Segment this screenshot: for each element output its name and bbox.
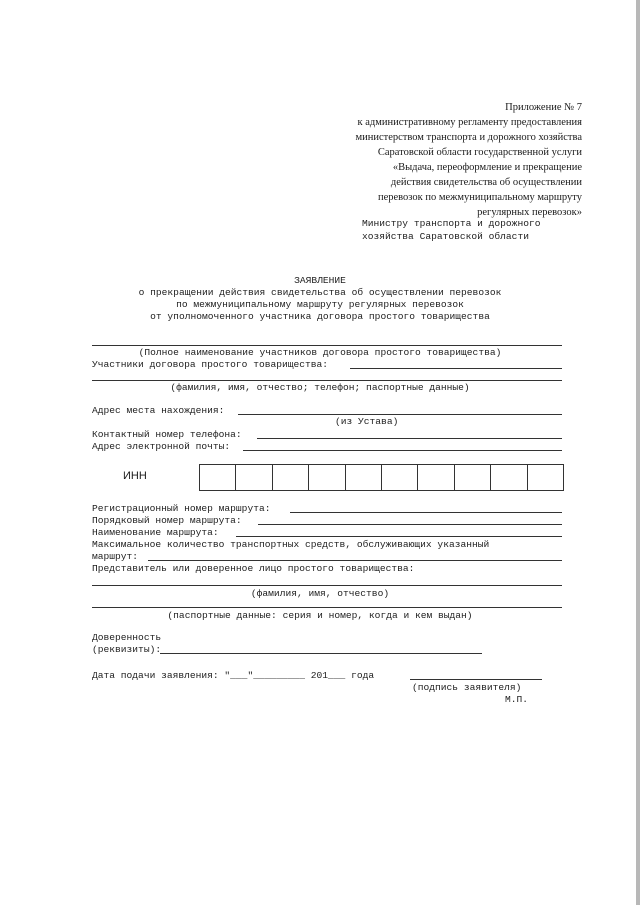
stamp-label: М.П.: [505, 694, 529, 705]
route-reg-label: Регистрационный номер маршрута:: [92, 503, 271, 514]
inn-cell[interactable]: [309, 465, 345, 490]
document-title: ЗАЯВЛЕНИЕ: [294, 275, 346, 286]
max-vehicles-label-2: маршрут:: [92, 551, 139, 562]
email-field[interactable]: [243, 450, 562, 451]
poa-label-2: (реквизиты):: [92, 644, 162, 655]
participants-field[interactable]: [350, 368, 562, 369]
hint-fio: (фамилия, имя, отчество): [250, 588, 390, 599]
date-label: Дата подачи заявления: "___"_________ 201___ года: [92, 670, 375, 681]
address-field[interactable]: [238, 414, 562, 415]
appendix-line: «Выдача, переоформление и прекращение: [392, 162, 582, 173]
hint-passport: (паспортные данные: серия и номер, когда и кем выдан): [167, 610, 473, 621]
inn-cell[interactable]: [346, 465, 382, 490]
participants-label: Участники договора простого товарищества:: [92, 359, 329, 370]
signature-hint: (подпись заявителя): [412, 682, 522, 693]
appendix-line: перевозок по межмуниципальному маршруту: [377, 192, 582, 203]
title-line: от уполномоченного участника договора простого товарищества: [150, 311, 490, 322]
poa-label: Доверенность: [92, 632, 162, 643]
title-line: о прекращении действия свидетельства об осуществлении перевозок: [138, 287, 502, 298]
inn-cell[interactable]: [200, 465, 236, 490]
inn-cell[interactable]: [382, 465, 418, 490]
inn-input[interactable]: [199, 464, 564, 491]
max-vehicles-field[interactable]: [148, 560, 562, 561]
addressee-line: Министру транспорта и дорожного: [362, 218, 541, 229]
scan-edge: [636, 0, 640, 905]
poa-field[interactable]: [160, 653, 482, 654]
inn-cell[interactable]: [455, 465, 491, 490]
phone-label: Контактный номер телефона:: [92, 429, 242, 440]
addressee-line: хозяйства Саратовской области: [362, 231, 529, 242]
participants-field-2[interactable]: [92, 380, 562, 381]
representative-label: Представитель или доверенное лицо простого товарищества:: [92, 563, 415, 574]
inn-cell[interactable]: [418, 465, 454, 490]
appendix-line: Саратовской области государственной услуги: [377, 147, 582, 158]
appendix-line: министерством транспорта и дорожного хозяйства: [355, 132, 582, 143]
appendix-line: регулярных перевозок»: [477, 207, 582, 218]
email-label: Адрес электронной почты:: [92, 441, 231, 452]
representative-field[interactable]: [92, 585, 562, 586]
hint-charter: (из Устава): [335, 416, 399, 427]
route-reg-field[interactable]: [290, 512, 562, 513]
hint-full-name: (Полное наименование участников договора простого товарищества): [138, 347, 502, 358]
inn-cell[interactable]: [528, 465, 563, 490]
appendix-line: к административному регламенту предоставления: [357, 117, 582, 128]
appendix-line: Приложение № 7: [505, 102, 582, 113]
max-vehicles-label: Максимальное количество транспортных средств, обслуживающих указанный: [92, 539, 490, 550]
inn-cell[interactable]: [236, 465, 272, 490]
title-line: по межмуниципальному маршруту регулярных перевозок: [176, 299, 464, 310]
inn-cell[interactable]: [491, 465, 527, 490]
route-name-label: Наименование маршрута:: [92, 527, 219, 538]
route-seq-field[interactable]: [258, 524, 562, 525]
phone-field[interactable]: [257, 438, 562, 439]
signature-field[interactable]: [410, 679, 542, 680]
address-label: Адрес места нахождения:: [92, 405, 225, 416]
route-name-field[interactable]: [236, 536, 562, 537]
full-name-field[interactable]: [92, 345, 562, 346]
passport-field[interactable]: [92, 607, 562, 608]
appendix-block: [355, 100, 582, 220]
route-seq-label: Порядковый номер маршрута:: [92, 515, 242, 526]
hint-person: (фамилия, имя, отчество; телефон; паспортные данные): [170, 382, 470, 393]
inn-label: ИНН: [123, 470, 147, 482]
appendix-line: действия свидетельства об осуществлении: [390, 177, 582, 188]
inn-cell[interactable]: [273, 465, 309, 490]
